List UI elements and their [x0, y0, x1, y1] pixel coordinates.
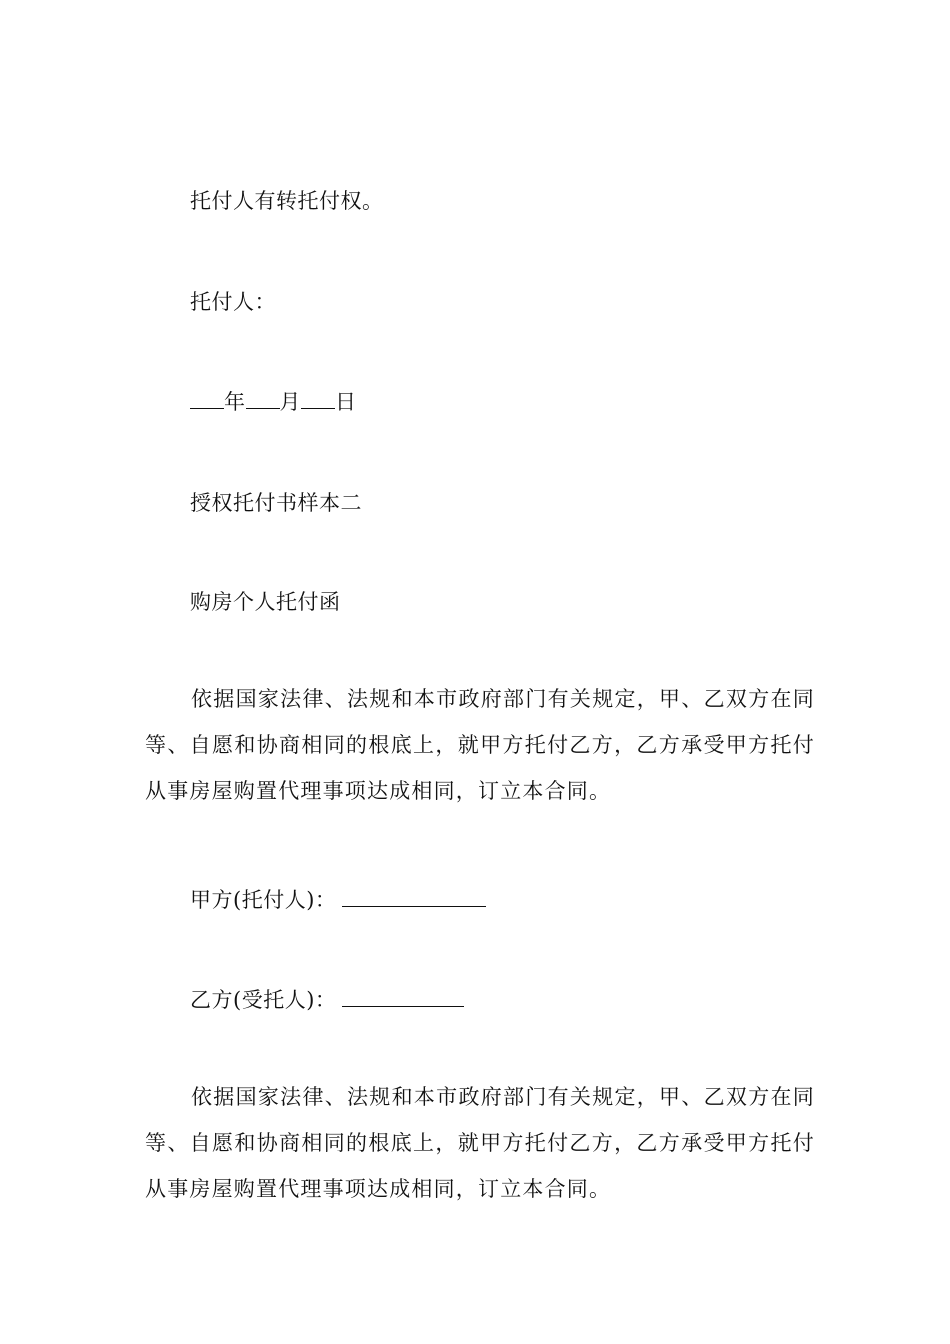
party-b-blank [342, 988, 464, 1007]
party-a-line [190, 886, 486, 914]
month-blank [246, 390, 280, 409]
party-a-blank [342, 888, 486, 907]
party-a-label: 甲方(托付人)： [190, 888, 337, 912]
year-label: 年 [224, 390, 246, 414]
party-b-label: 乙方(受托人)： [190, 988, 337, 1012]
contract-paragraph-1: 依据国家法律、法规和本市政府部门有关规定，甲、乙双方在同等、自愿和协商相同的根底上，就甲方托付乙方，乙方承受甲方托付从事房屋购置代理事项达成相同，订立本合同。 [145, 687, 815, 803]
month-label: 月 [279, 390, 301, 414]
date-line [190, 388, 357, 416]
principal-signature-label: 托付人： [190, 290, 276, 314]
party-b-line [190, 986, 464, 1014]
sample-two-heading: 授权托付书样本二 [190, 491, 362, 515]
year-blank [190, 390, 224, 409]
day-blank [301, 390, 335, 409]
transfer-right-line: 托付人有转托付权。 [190, 189, 384, 213]
purchase-letter-heading: 购房个人托付函 [190, 590, 341, 614]
contract-paragraph-2: 依据国家法律、法规和本市政府部门有关规定，甲、乙双方在同等、自愿和协商相同的根底上，就甲方托付乙方，乙方承受甲方托付从事房屋购置代理事项达成相同，订立本合同。 [145, 1085, 815, 1201]
day-label: 日 [335, 390, 357, 414]
